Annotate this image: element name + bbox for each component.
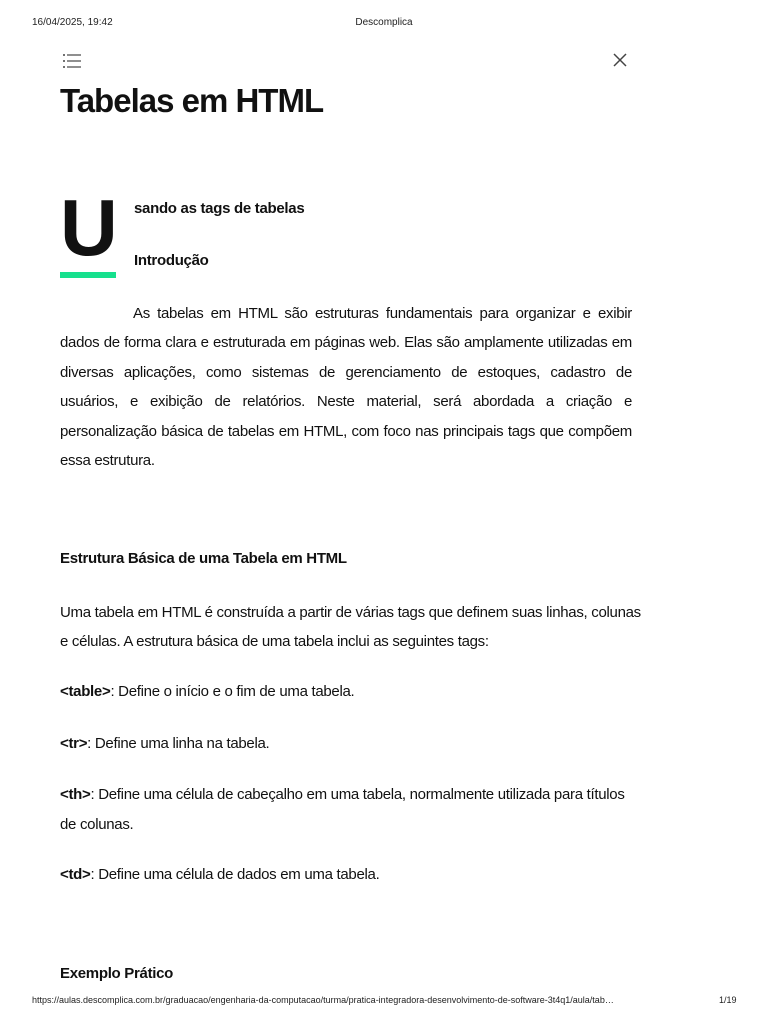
- tag-name: <th>: [60, 786, 91, 803]
- drop-cap: [60, 183, 118, 278]
- print-header: [0, 17, 768, 31]
- tag-name: <tr>: [60, 735, 88, 752]
- print-date: 16/04/2025, 19:42: [32, 17, 113, 28]
- tag-item-table: [60, 677, 660, 707]
- tag-item-td: [60, 860, 660, 890]
- accent-underline: [60, 272, 116, 278]
- intro-paragraph: As tabelas em HTML são estruturas fundamentais para organizar e exibir dados de forma clara e estruturada em páginas web. Elas são amplamente utilizadas em diversas aplicações, como sistemas de gerenciamento de estoques, cadastro de usuários, e exibição de relatórios. Neste material, será abordada a criação e personalização básica de tabelas em HTML, com foco nas principais tags que compõem essa estrutura.: [60, 305, 632, 470]
- list-menu-icon[interactable]: [62, 53, 82, 69]
- tag-description: : Define uma célula de cabeçalho em uma tabela, normalmente utilizada para títulos de colunas.: [60, 786, 625, 833]
- print-footer: [0, 995, 768, 1009]
- tag-item-th: [60, 780, 632, 839]
- tag-name: <td>: [60, 866, 91, 883]
- print-url: https://aulas.descomplica.com.br/graduacao/engenharia-da-computacao/turma/pratica-integradora-desenvolvimento-de-software-3t4q1/aula/tab…: [32, 995, 614, 1005]
- tag-item-tr: [60, 729, 660, 759]
- section-heading: Estrutura Básica de uma Tabela em HTML: [60, 550, 347, 567]
- tag-description: : Define o início e o fim de uma tabela.: [110, 683, 355, 700]
- example-heading: Exemplo Prático: [60, 965, 174, 982]
- print-page-number: 1/19: [719, 995, 737, 1005]
- tag-description: : Define uma linha na tabela.: [87, 735, 270, 752]
- section-paragraph: Uma tabela em HTML é construída a partir de várias tags que definem suas linhas, colunas e células. A estrutura básica de uma tabela inclui as seguintes tags:: [60, 604, 641, 650]
- article-subtitle: sando as tags de tabelas: [134, 200, 305, 217]
- tag-name: <table>: [60, 683, 111, 700]
- page-title: Tabelas em HTML: [60, 82, 324, 119]
- intro-heading: Introdução: [134, 252, 209, 269]
- print-title: Descomplica: [355, 17, 413, 28]
- tag-description: : Define uma célula de dados em uma tabela.: [90, 866, 380, 883]
- drop-cap-letter: U: [60, 183, 118, 272]
- close-icon[interactable]: [611, 51, 629, 69]
